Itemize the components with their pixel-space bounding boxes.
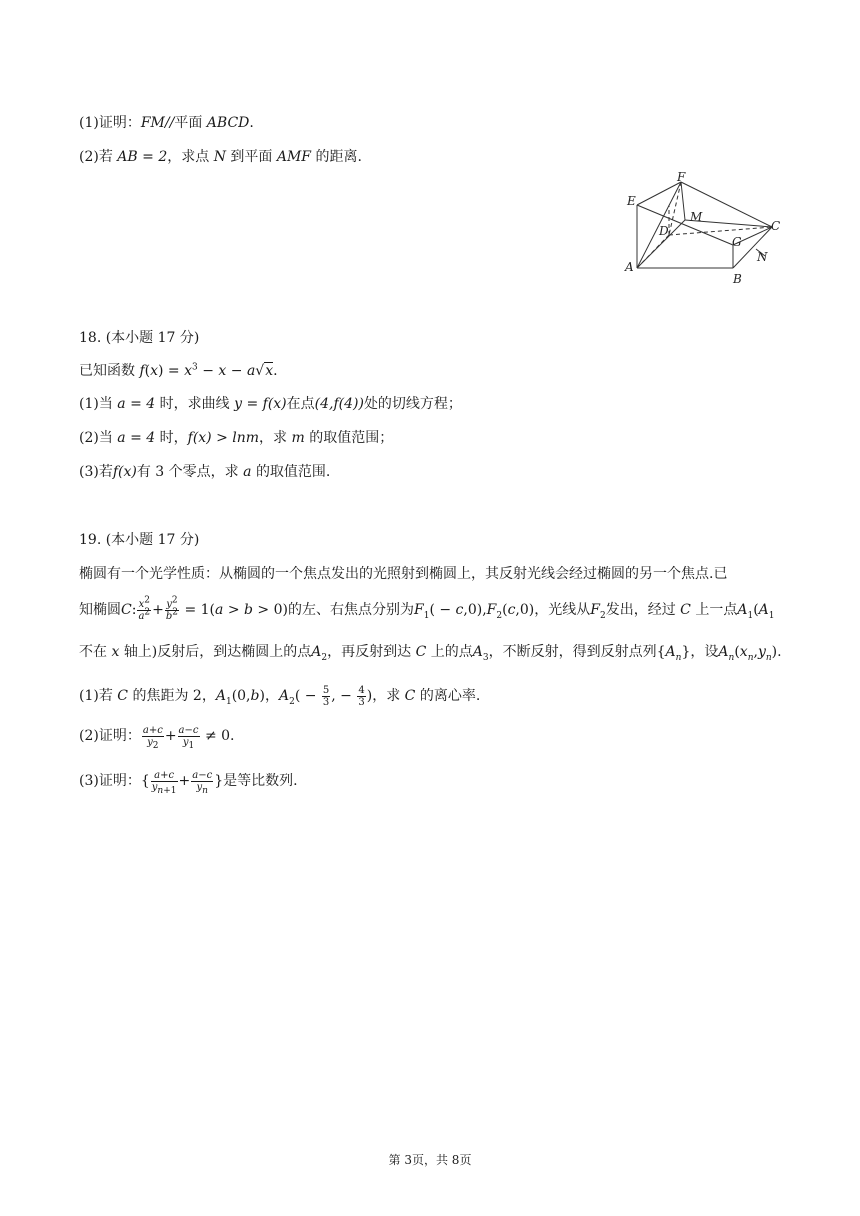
q17-part1: (1)证明：FM//平面 ABCD. — [79, 115, 254, 131]
q18-part1-point: (4,f(4)) — [314, 396, 364, 412]
q18-part2-var: m — [291, 430, 305, 446]
q19-line3-c: ，再反射到达 — [327, 644, 412, 660]
q19-heading: 19. (本小题 17 分) — [79, 532, 200, 548]
q19-line3-x: x — [111, 644, 120, 660]
q19-part3-text: 是等比数列. — [223, 773, 298, 789]
q18-part2-label: (2)当 — [79, 430, 113, 446]
q19-line3-d: 上的点 — [430, 644, 473, 660]
q19-part1-text2: ，求 — [372, 688, 401, 704]
q18-part2-text3: 的取值范围； — [309, 430, 394, 446]
label-C: C — [771, 219, 781, 233]
q17-part1-math: FM// — [140, 115, 175, 131]
label-F: F — [677, 170, 686, 184]
geometry-figure — [615, 165, 795, 290]
q18-part3-func: f(x) — [112, 464, 137, 480]
q17-part2-text2: 到平面 — [230, 149, 273, 165]
q18-part2-text2: ，求 — [259, 430, 288, 446]
q18-intro-text: 已知函数 — [79, 363, 135, 379]
page-footer: 第 3页，共 8页 — [388, 1153, 472, 1167]
q18-part2-cond: a = 4 — [117, 430, 156, 446]
q19-line3-e: ，不断反射，得到反射点列 — [488, 644, 657, 660]
q18-part1 — [79, 394, 462, 414]
q19-part1-label: (1)若 — [79, 688, 113, 704]
q18-part1-text2: 在点 — [286, 396, 315, 412]
q17-part1-plane: ABCD — [206, 115, 250, 131]
q19-part3: (3)证明：{ $\frac{a+c}{y_{n+1}}$ + $\frac{a-c}{y_n}$ }是等比数列. — [79, 769, 298, 796]
q19-part3-label: (3)证明： — [79, 773, 141, 789]
q18-part1-curve: y = f(x) — [234, 396, 287, 412]
q19-line2-c: C — [121, 602, 132, 618]
q17-part2-math: AB = 2 — [117, 149, 168, 165]
q18-part2 — [79, 428, 393, 448]
label-G: G — [732, 235, 742, 249]
q17-part1-text: 平面 — [174, 115, 203, 131]
q18-part1-text3: 处的切线方程； — [363, 396, 462, 412]
q19-line2-c1: ，光线从 — [534, 602, 591, 618]
q19-line2-a: 知椭圆 — [79, 602, 121, 618]
q17-part2-label: (2)若 — [79, 149, 113, 165]
q17-part2-text1: ，求点 — [167, 149, 210, 165]
q17-part2-plane: AMF — [276, 149, 312, 165]
q17-part2 — [79, 147, 362, 167]
q18-heading: 18. (本小题 17 分) — [79, 330, 200, 346]
q19-line2-c3: 上一点 — [695, 602, 738, 618]
q18-part2-ineq: f(x) > lnm — [187, 430, 260, 446]
q18-part3-text1: 有 3 个零点，求 — [136, 464, 239, 480]
q19-part1: (1)若 C 的焦距为 2，$A_1(0,b)$，$A_2$( − $\frac{5}{3}$ , − $\frac{4}{3}$ )，求 C 的离心率. — [79, 684, 481, 708]
q19-line2-c2: 发出，经过 — [605, 602, 676, 618]
q19-line3-b: 轴上)反射后，到达椭圆上的点 — [123, 644, 312, 660]
label-B: B — [733, 272, 742, 286]
label-E: E — [627, 194, 636, 208]
label-N: N — [757, 250, 768, 264]
q19-part2: (2)证明： $\frac{a+c}{y_2}$ + $\frac{a-c}{y_1}$ ≠ 0. — [79, 724, 235, 751]
q18-part3-var: a — [243, 464, 252, 480]
q18-part2-text1: 时， — [159, 430, 188, 446]
q18-part1-label: (1)当 — [79, 396, 113, 412]
q18-intro: 已知函数 $f(x) = x^3 - x - a√x$. — [79, 362, 278, 379]
q18-part1-text1: 时，求曲线 — [159, 396, 230, 412]
q18-part3-text2: 的取值范围. — [255, 464, 331, 480]
q17-part2-point: N — [213, 149, 226, 165]
label-M: M — [690, 210, 703, 224]
q17-part2-text3: 的距离. — [315, 149, 362, 165]
q18-intro-math: f — [139, 363, 145, 379]
label-A: A — [625, 260, 634, 274]
q19-line3-f: ，设 — [690, 644, 719, 660]
q18-part3-label: (3)若 — [79, 464, 113, 480]
q19-part1-text3: 的离心率. — [419, 688, 481, 704]
q18-part3 — [79, 462, 330, 482]
q19-line2-b: 的左、右焦点分别为 — [287, 602, 414, 618]
label-D: D — [659, 224, 669, 238]
q19-part1-text1: 的焦距为 2， — [132, 688, 216, 704]
q17-part1-label: (1)证明： — [79, 115, 141, 131]
q19-line3: 不在 x 轴上)反射后，到达椭圆上的点$A_2$，再反射到达 C 上的点$A_3$，不断反射，得到反射点列$\{A_n\}$，设$A_n(x_n,y_n)$. — [79, 644, 782, 663]
q19-line2: 知椭圆C: $\frac{x^2}{a^2}$ + $\frac{y^2}{b^2}$ = 1(a > b > 0)的左、右焦点分别为$F_1( - c,0),F_2(c,0)$，光线从$F_2$发出，经过 C 上一点$A_1(A_1$ — [79, 595, 775, 622]
q19-line3-a: 不在 — [79, 644, 107, 660]
q19-part2-label: (2)证明： — [79, 728, 141, 744]
q19-line1: 椭圆有一个光学性质：从椭圆的一个焦点发出的光照射到椭圆上，其反射光线会经过椭圆的另一个焦点.已 — [79, 566, 728, 582]
q18-part1-cond: a = 4 — [117, 396, 156, 412]
